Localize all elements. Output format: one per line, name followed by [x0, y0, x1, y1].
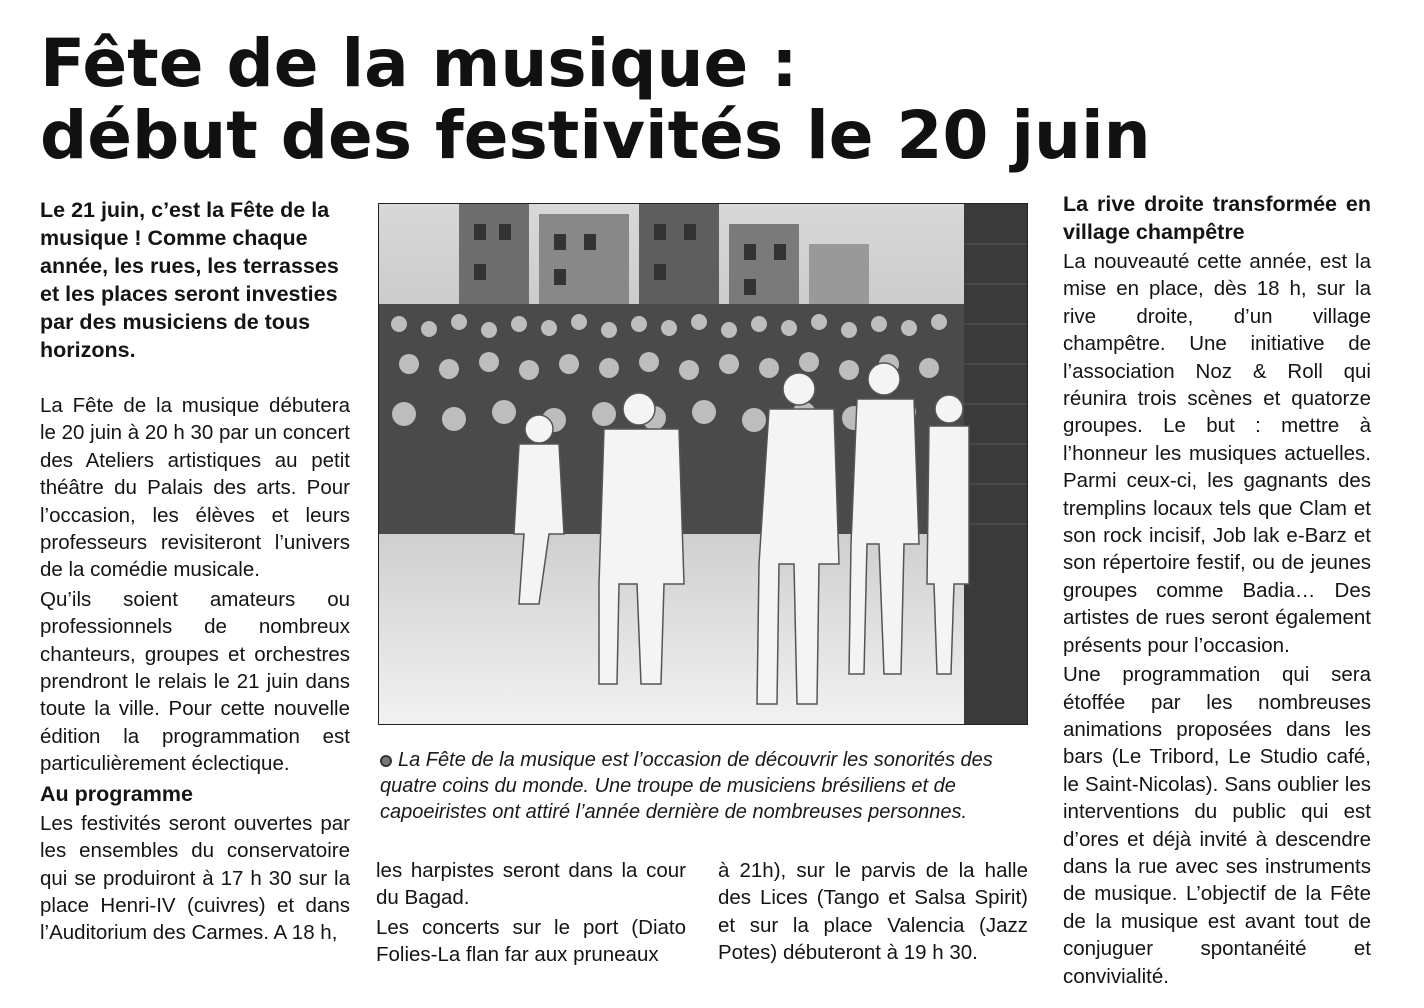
caption-bullet-icon — [380, 755, 392, 767]
body-paragraph-2: Qu’ils soient amateurs ou professionnels de nombreux chanteurs, groupes et orchestres prendront le relais le 21 juin dans toute la ville. Pour cette nouvelle édition la programmation est particulièrement éclectique. — [40, 587, 350, 776]
column-left — [40, 196, 350, 947]
sidebar-heading: La rive droite transformée en village champêtre — [1063, 192, 1371, 244]
lead-paragraph: Le 21 juin, c’est la Fête de la musique ! Comme chaque année, les rues, les terrasses et les places seront investies par des musiciens de tous horizons. — [40, 198, 339, 362]
photo-caption-text: La Fête de la musique est l’occasion de découvrir les sonorités des quatre coins du monde. Une troupe de musiciens brésiliens et de capoeiristes ont attiré l’année dernière de nombreuses personnes. — [380, 749, 993, 823]
headline-line-1: Fête de la musique : — [40, 25, 798, 102]
column-right-sidebar — [1063, 190, 1371, 990]
column-middle-left — [376, 857, 686, 969]
sidebar-paragraph-1: La nouveauté cette année, est la mise en place, dès 18 h, sur la rive droite, d’un village champêtre. Une initiative de l’association Noz & Roll qui réunira trois scènes et quatorze groupes. Le but : mettre à l’honneur les musiques actuelles. Parmi ceux-ci, les gagnants des tremplins locaux tels que Clam et son rock incisif, Job lak e-Barz et son répertoire festif, ou de jeunes groupes comme Badia… Des artistes de rues seront également présents pour l’occasion. — [1063, 250, 1371, 657]
photo-caption — [380, 747, 1028, 825]
photo-illustration — [379, 204, 1028, 725]
section-heading-au-programme: Au programme — [40, 781, 193, 806]
body-paragraph-3: Les festivités seront ouvertes par les ensembles du conservatoire qui se produiront à 17 h 30 sur la place Henri-IV (cuivres) et dans l’Auditorium des Carmes. A 18 h, — [40, 811, 350, 945]
headline-line-2: début des festivités le 20 juin — [40, 97, 1151, 174]
body-paragraph-1: La Fête de la musique débutera le 20 juin à 20 h 30 par un concert des Ateliers artistiques au petit théâtre du Palais des arts. Pour l’occasion, les élèves et leurs professeurs revisiteront l’univers de la comédie musicale. — [40, 394, 350, 582]
mid-right-paragraph-1: à 21h), sur le parvis de la halle des Lices (Tango et Salsa Spirit) et sur la place Valencia (Jazz Potes) débuteront à 19 h 30. — [718, 859, 1028, 965]
headline — [40, 25, 1400, 174]
column-middle-right — [718, 857, 1028, 967]
article-photo — [378, 203, 1028, 725]
mid-paragraph-1: les harpistes seront dans la cour du Bagad. — [376, 859, 686, 910]
sidebar-paragraph-2: Une programmation qui sera étoffée par les nombreuses animations proposées dans les bars (Le Tribord, Le Studio café, le Saint-Nicolas). Sans oublier les interventions du public qui est d’ores et déjà invité à descendre dans la rue avec ses instruments de musique. L’objectif de la Fête de la musique est avant tout de conjuguer spontanéité et convivialité. — [1063, 663, 1371, 988]
mid-paragraph-2: Les concerts sur le port (Diato Folies-La flan far aux pruneaux — [376, 915, 686, 967]
brick-wall — [964, 204, 1028, 725]
